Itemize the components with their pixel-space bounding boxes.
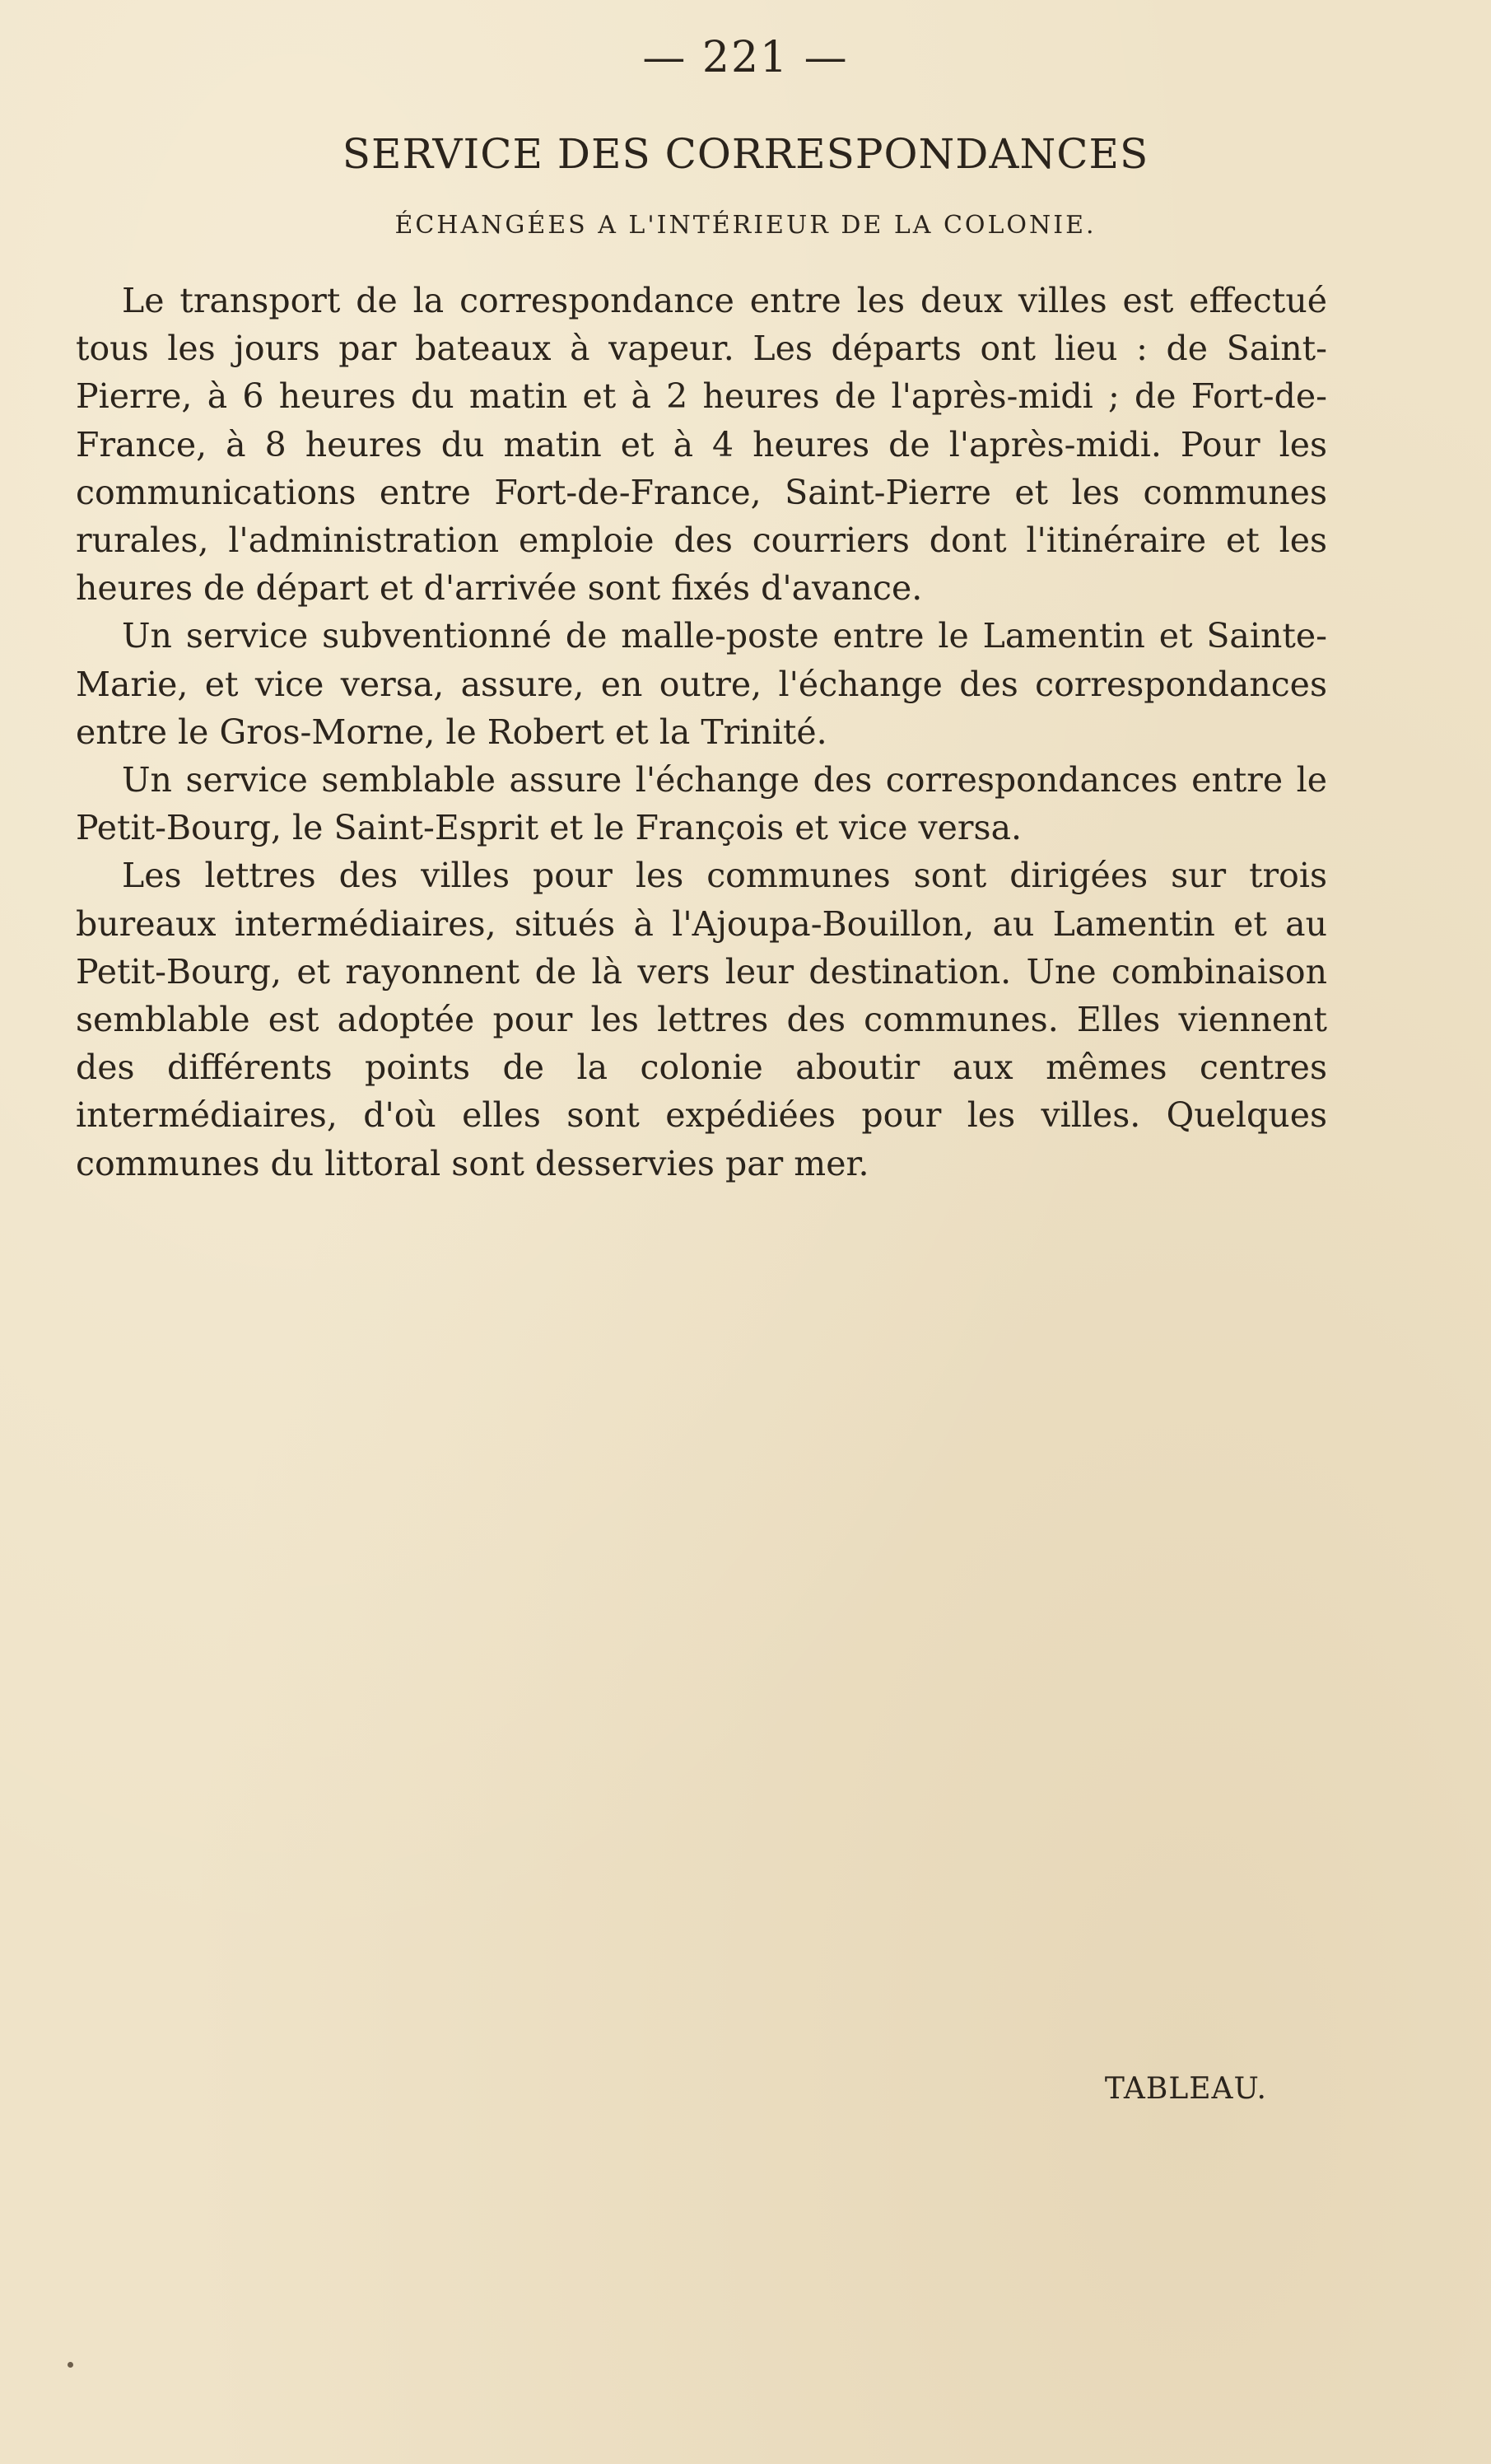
- paper-speck: [68, 2362, 73, 2368]
- body-text: [76, 277, 1327, 1188]
- paragraph: Un service subventionné de malle-poste entre le Lamentin et Sainte-Marie, et vice versa, assure, en outre, l'échange des correspondances entre le Gros-Morne, le Robert et la Trinité.: [76, 616, 1327, 752]
- paragraph: Les lettres des villes pour les communes sont dirigées sur trois bureaux intermédiaires, situés à l'Ajoupa-Bouillon, au Lamentin et au Petit-Bourg, et rayonnent de là vers leur destination. Une combinaison semblable est adoptée pour les lettres des communes. Elles viennent des différents points de la colonie aboutir aux mêmes centres intermédiaires, d'où elles sont expédiées pour les villes. Quelques communes du littoral sont desservies par mer.: [76, 856, 1327, 1183]
- paragraph: Un service semblable assure l'échange des correspondances entre le Petit-Bourg, le Saint-Esprit et le François et vice versa.: [76, 760, 1327, 848]
- page-subtitle: ÉCHANGÉES A L'INTÉRIEUR DE LA COLONIE.: [394, 211, 1097, 240]
- catchword: TABLEAU.: [1104, 2072, 1267, 2106]
- paragraph: Le transport de la correspondance entre les deux villes est effectué tous les jours par bateaux à vapeur. Les départs ont lieu : de Saint-Pierre, à 6 heures du matin et à 2 heures de l'après-midi ; de Fort-de-France, à 8 heures du matin et à 4 heures de l'après-midi. Pour les communications entre Fort-de-France, Saint-Pierre et les communes rurales, l'administration emploie des courriers dont l'itinéraire et les heures de départ et d'arrivée sont fixés d'avance.: [76, 281, 1327, 609]
- page-number: — 221 —: [642, 33, 849, 82]
- page-title: SERVICE DES CORRESPONDANCES: [342, 130, 1149, 178]
